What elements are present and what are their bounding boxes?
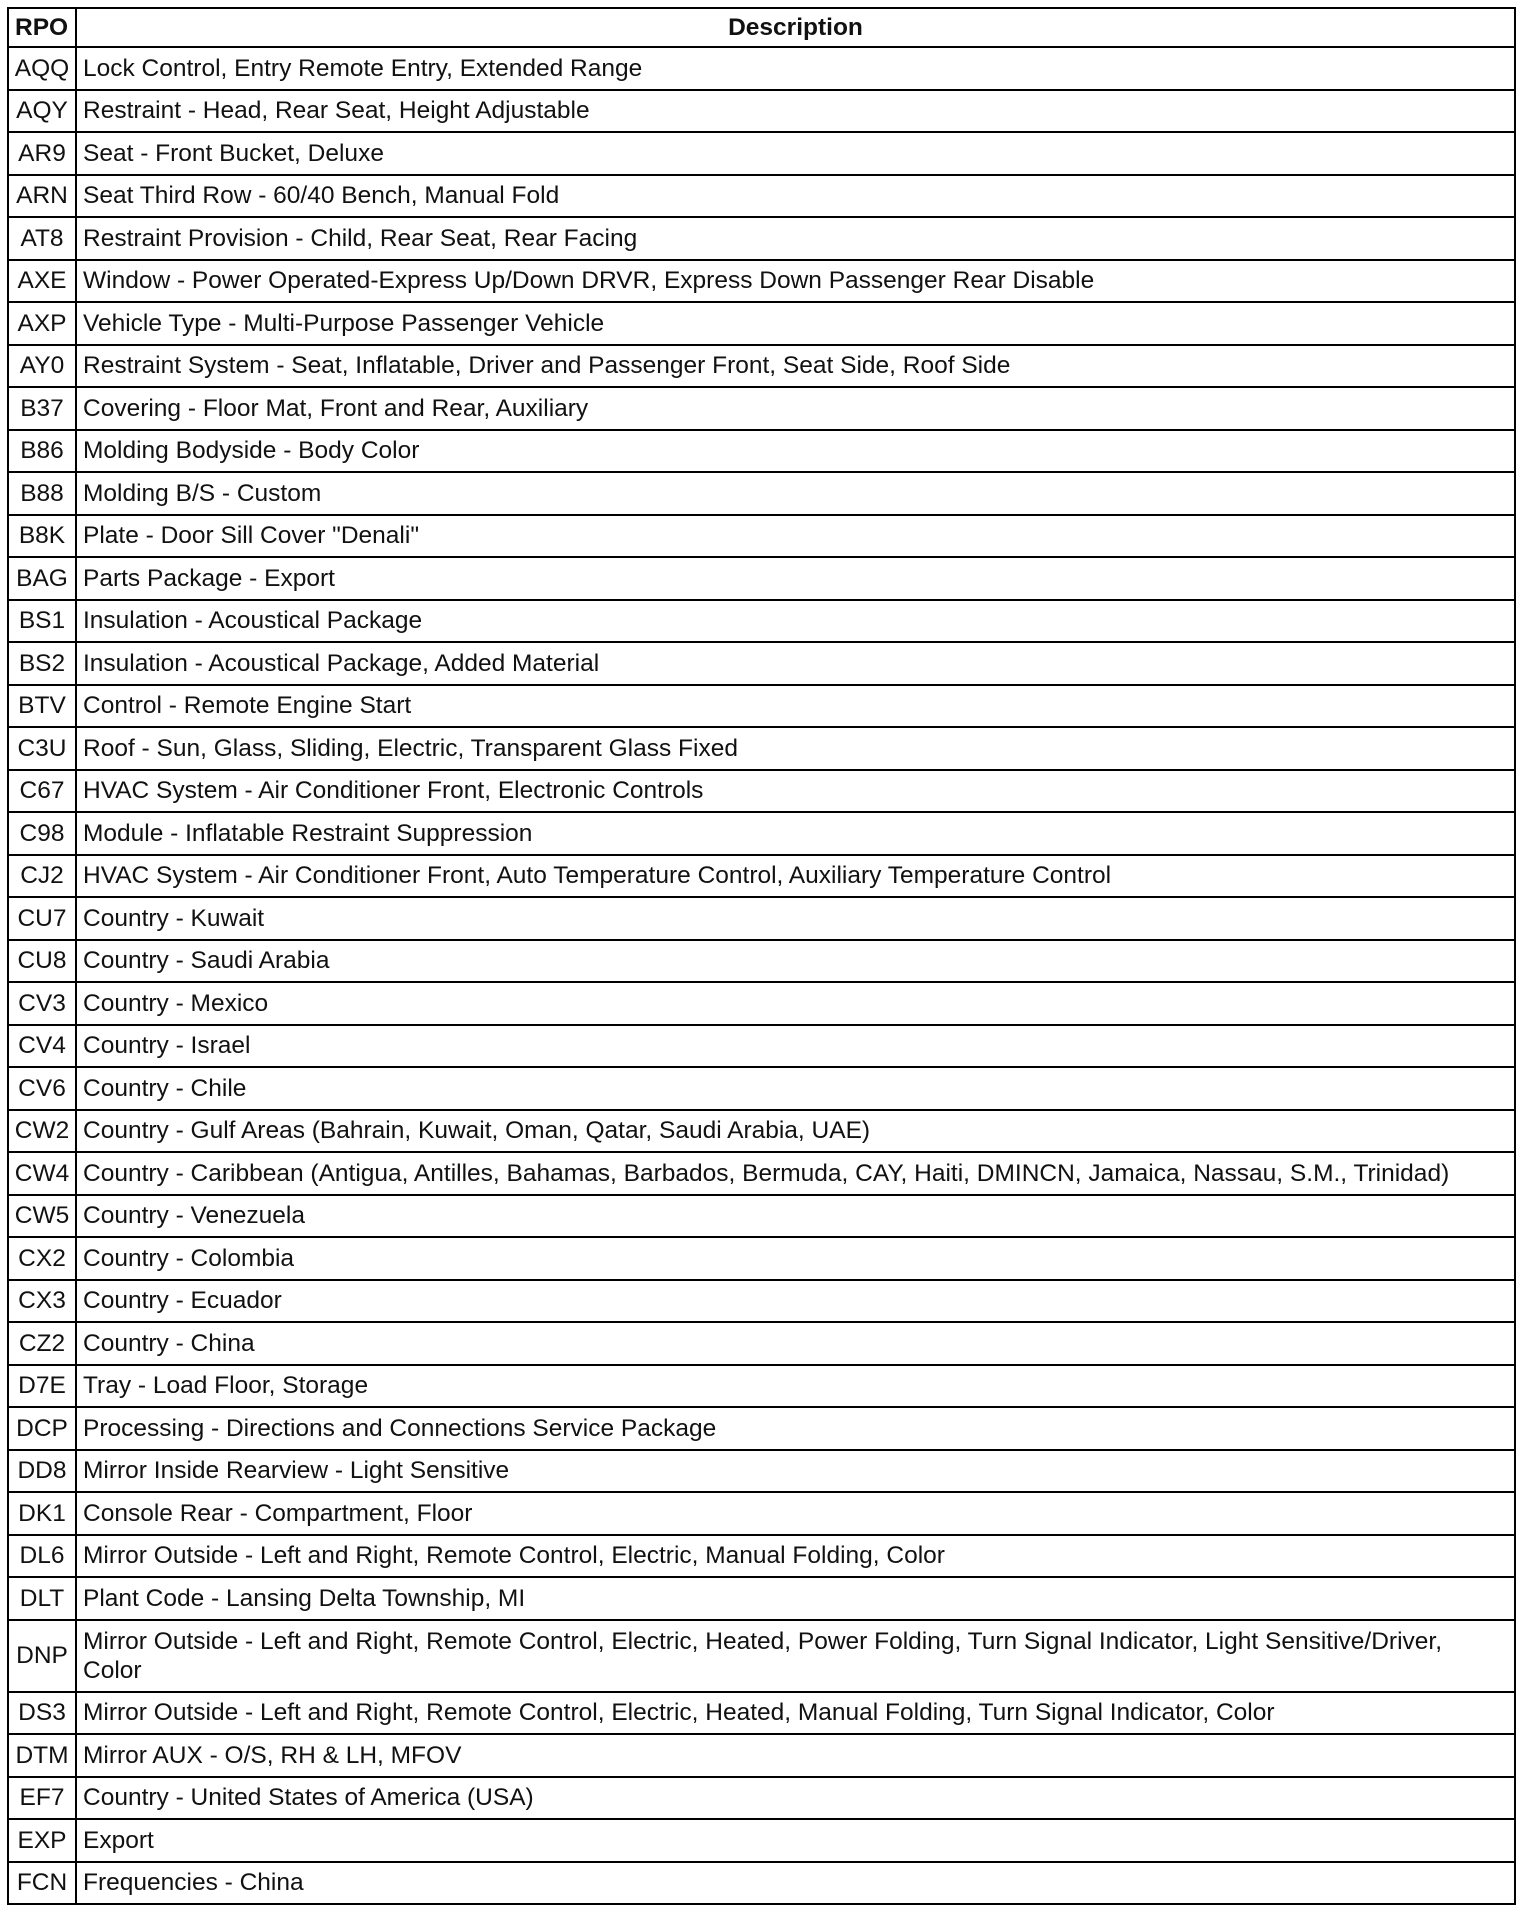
description-column-header: Description — [76, 8, 1515, 47]
table-row — [8, 387, 1515, 430]
table-row — [8, 1734, 1515, 1777]
rpo-code-cell: DTM — [8, 1734, 76, 1777]
rpo-code-cell: C67 — [8, 770, 76, 813]
table-row — [8, 1692, 1515, 1735]
description-cell: Country - Ecuador — [76, 1280, 1515, 1323]
header-row — [8, 8, 1515, 47]
description-cell: Country - Chile — [76, 1067, 1515, 1110]
rpo-code-cell: AT8 — [8, 217, 76, 260]
table-row — [8, 685, 1515, 728]
description-cell: Export — [76, 1819, 1515, 1862]
rpo-code-cell: B8K — [8, 515, 76, 558]
table-row — [8, 217, 1515, 260]
rpo-code-cell: CV6 — [8, 1067, 76, 1110]
table-row — [8, 897, 1515, 940]
description-cell: Country - Kuwait — [76, 897, 1515, 940]
table-row — [8, 1819, 1515, 1862]
table-row — [8, 175, 1515, 218]
table-row — [8, 1322, 1515, 1365]
rpo-code-cell: CU8 — [8, 940, 76, 983]
description-cell: Restraint - Head, Rear Seat, Height Adjustable — [76, 90, 1515, 133]
rpo-code-cell: D7E — [8, 1365, 76, 1408]
rpo-table — [7, 7, 1516, 1905]
table-row — [8, 1110, 1515, 1153]
description-cell: Seat Third Row - 60/40 Bench, Manual Fold — [76, 175, 1515, 218]
table-row — [8, 430, 1515, 473]
table-row — [8, 1025, 1515, 1068]
description-cell: Insulation - Acoustical Package — [76, 600, 1515, 643]
rpo-code-cell: BS1 — [8, 600, 76, 643]
rpo-code-cell: EXP — [8, 1819, 76, 1862]
rpo-code-cell: FCN — [8, 1862, 76, 1905]
rpo-code-cell: AR9 — [8, 132, 76, 175]
description-cell: Country - Saudi Arabia — [76, 940, 1515, 983]
table-row — [8, 770, 1515, 813]
description-cell: Control - Remote Engine Start — [76, 685, 1515, 728]
description-cell: HVAC System - Air Conditioner Front, Electronic Controls — [76, 770, 1515, 813]
rpo-code-cell: AXE — [8, 260, 76, 303]
description-cell: Console Rear - Compartment, Floor — [76, 1492, 1515, 1535]
rpo-code-cell: C3U — [8, 727, 76, 770]
rpo-code-cell: B37 — [8, 387, 76, 430]
rpo-code-cell: CZ2 — [8, 1322, 76, 1365]
table-row — [8, 1577, 1515, 1620]
rpo-code-cell: EF7 — [8, 1777, 76, 1820]
rpo-code-cell: DD8 — [8, 1450, 76, 1493]
table-row — [8, 515, 1515, 558]
rpo-code-cell: DL6 — [8, 1535, 76, 1578]
rpo-code-cell: CU7 — [8, 897, 76, 940]
rpo-code-cell: CV4 — [8, 1025, 76, 1068]
description-cell: Mirror Inside Rearview - Light Sensitive — [76, 1450, 1515, 1493]
table-row — [8, 1777, 1515, 1820]
table-row — [8, 1365, 1515, 1408]
table-row — [8, 345, 1515, 388]
table-row — [8, 600, 1515, 643]
rpo-code-cell: AXP — [8, 302, 76, 345]
description-cell: Country - Caribbean (Antigua, Antilles, Bahamas, Barbados, Bermuda, CAY, Haiti, DMINCN, Jamaica, Nassau, S.M., Trinidad) — [76, 1152, 1515, 1195]
description-cell: HVAC System - Air Conditioner Front, Auto Temperature Control, Auxiliary Temperature Control — [76, 855, 1515, 898]
rpo-code-cell: DLT — [8, 1577, 76, 1620]
rpo-code-cell: BS2 — [8, 642, 76, 685]
description-cell: Mirror Outside - Left and Right, Remote Control, Electric, Heated, Manual Folding, Turn Signal Indicator, Color — [76, 1692, 1515, 1735]
table-row — [8, 940, 1515, 983]
rpo-code-cell: DK1 — [8, 1492, 76, 1535]
description-cell: Insulation - Acoustical Package, Added Material — [76, 642, 1515, 685]
rpo-code-cell: C98 — [8, 812, 76, 855]
description-cell: Seat - Front Bucket, Deluxe — [76, 132, 1515, 175]
description-cell: Lock Control, Entry Remote Entry, Extended Range — [76, 47, 1515, 90]
table-row — [8, 557, 1515, 600]
description-cell: Module - Inflatable Restraint Suppression — [76, 812, 1515, 855]
description-cell: Roof - Sun, Glass, Sliding, Electric, Transparent Glass Fixed — [76, 727, 1515, 770]
table-row — [8, 1280, 1515, 1323]
description-cell: Restraint Provision - Child, Rear Seat, Rear Facing — [76, 217, 1515, 260]
rpo-code-cell: DS3 — [8, 1692, 76, 1735]
description-cell: Mirror AUX - O/S, RH & LH, MFOV — [76, 1734, 1515, 1777]
table-row — [8, 642, 1515, 685]
rpo-code-cell: ARN — [8, 175, 76, 218]
description-cell: Country - Israel — [76, 1025, 1515, 1068]
description-cell: Country - United States of America (USA) — [76, 1777, 1515, 1820]
description-cell: Tray - Load Floor, Storage — [76, 1365, 1515, 1408]
rpo-code-cell: CX3 — [8, 1280, 76, 1323]
table-row — [8, 1195, 1515, 1238]
rpo-code-cell: B88 — [8, 472, 76, 515]
table-row — [8, 855, 1515, 898]
rpo-code-cell: DNP — [8, 1620, 76, 1692]
description-cell: Molding Bodyside - Body Color — [76, 430, 1515, 473]
description-cell: Country - Venezuela — [76, 1195, 1515, 1238]
table-header — [8, 8, 1515, 47]
table-row — [8, 1067, 1515, 1110]
table-row — [8, 472, 1515, 515]
rpo-code-cell: CV3 — [8, 982, 76, 1025]
description-cell: Vehicle Type - Multi-Purpose Passenger Vehicle — [76, 302, 1515, 345]
table-row — [8, 132, 1515, 175]
description-cell: Processing - Directions and Connections Service Package — [76, 1407, 1515, 1450]
description-cell: Restraint System - Seat, Inflatable, Driver and Passenger Front, Seat Side, Roof Side — [76, 345, 1515, 388]
description-cell: Country - China — [76, 1322, 1515, 1365]
rpo-code-cell: BTV — [8, 685, 76, 728]
rpo-code-cell: CJ2 — [8, 855, 76, 898]
table-row — [8, 1450, 1515, 1493]
table-row — [8, 1152, 1515, 1195]
rpo-code-cell: BAG — [8, 557, 76, 600]
description-cell: Mirror Outside - Left and Right, Remote Control, Electric, Manual Folding, Color — [76, 1535, 1515, 1578]
description-cell: Country - Mexico — [76, 982, 1515, 1025]
rpo-code-cell: CW4 — [8, 1152, 76, 1195]
table-row — [8, 302, 1515, 345]
rpo-code-cell: AQQ — [8, 47, 76, 90]
rpo-code-cell: CX2 — [8, 1237, 76, 1280]
table-row — [8, 1862, 1515, 1905]
description-cell: Country - Gulf Areas (Bahrain, Kuwait, Oman, Qatar, Saudi Arabia, UAE) — [76, 1110, 1515, 1153]
description-cell: Frequencies - China — [76, 1862, 1515, 1905]
rpo-code-cell: DCP — [8, 1407, 76, 1450]
table-row — [8, 1620, 1515, 1692]
table-row — [8, 1237, 1515, 1280]
rpo-column-header: RPO — [8, 8, 76, 47]
table-row — [8, 260, 1515, 303]
rpo-code-cell: AY0 — [8, 345, 76, 388]
description-cell: Country - Colombia — [76, 1237, 1515, 1280]
table-body — [8, 47, 1515, 1904]
table-row — [8, 1535, 1515, 1578]
table-row — [8, 1407, 1515, 1450]
description-cell: Window - Power Operated-Express Up/Down DRVR, Express Down Passenger Rear Disable — [76, 260, 1515, 303]
table-row — [8, 90, 1515, 133]
table-row — [8, 727, 1515, 770]
description-cell: Plant Code - Lansing Delta Township, MI — [76, 1577, 1515, 1620]
rpo-code-cell: CW5 — [8, 1195, 76, 1238]
table-row — [8, 1492, 1515, 1535]
description-cell: Mirror Outside - Left and Right, Remote Control, Electric, Heated, Power Folding, Turn Signal Indicator, Light Sensitive/Driver, Color — [76, 1620, 1515, 1692]
description-cell: Plate - Door Sill Cover "Denali" — [76, 515, 1515, 558]
description-cell: Parts Package - Export — [76, 557, 1515, 600]
table-row — [8, 47, 1515, 90]
description-cell: Covering - Floor Mat, Front and Rear, Auxiliary — [76, 387, 1515, 430]
rpo-code-cell: AQY — [8, 90, 76, 133]
description-cell: Molding B/S - Custom — [76, 472, 1515, 515]
table-row — [8, 812, 1515, 855]
table-row — [8, 982, 1515, 1025]
rpo-code-cell: B86 — [8, 430, 76, 473]
rpo-code-cell: CW2 — [8, 1110, 76, 1153]
